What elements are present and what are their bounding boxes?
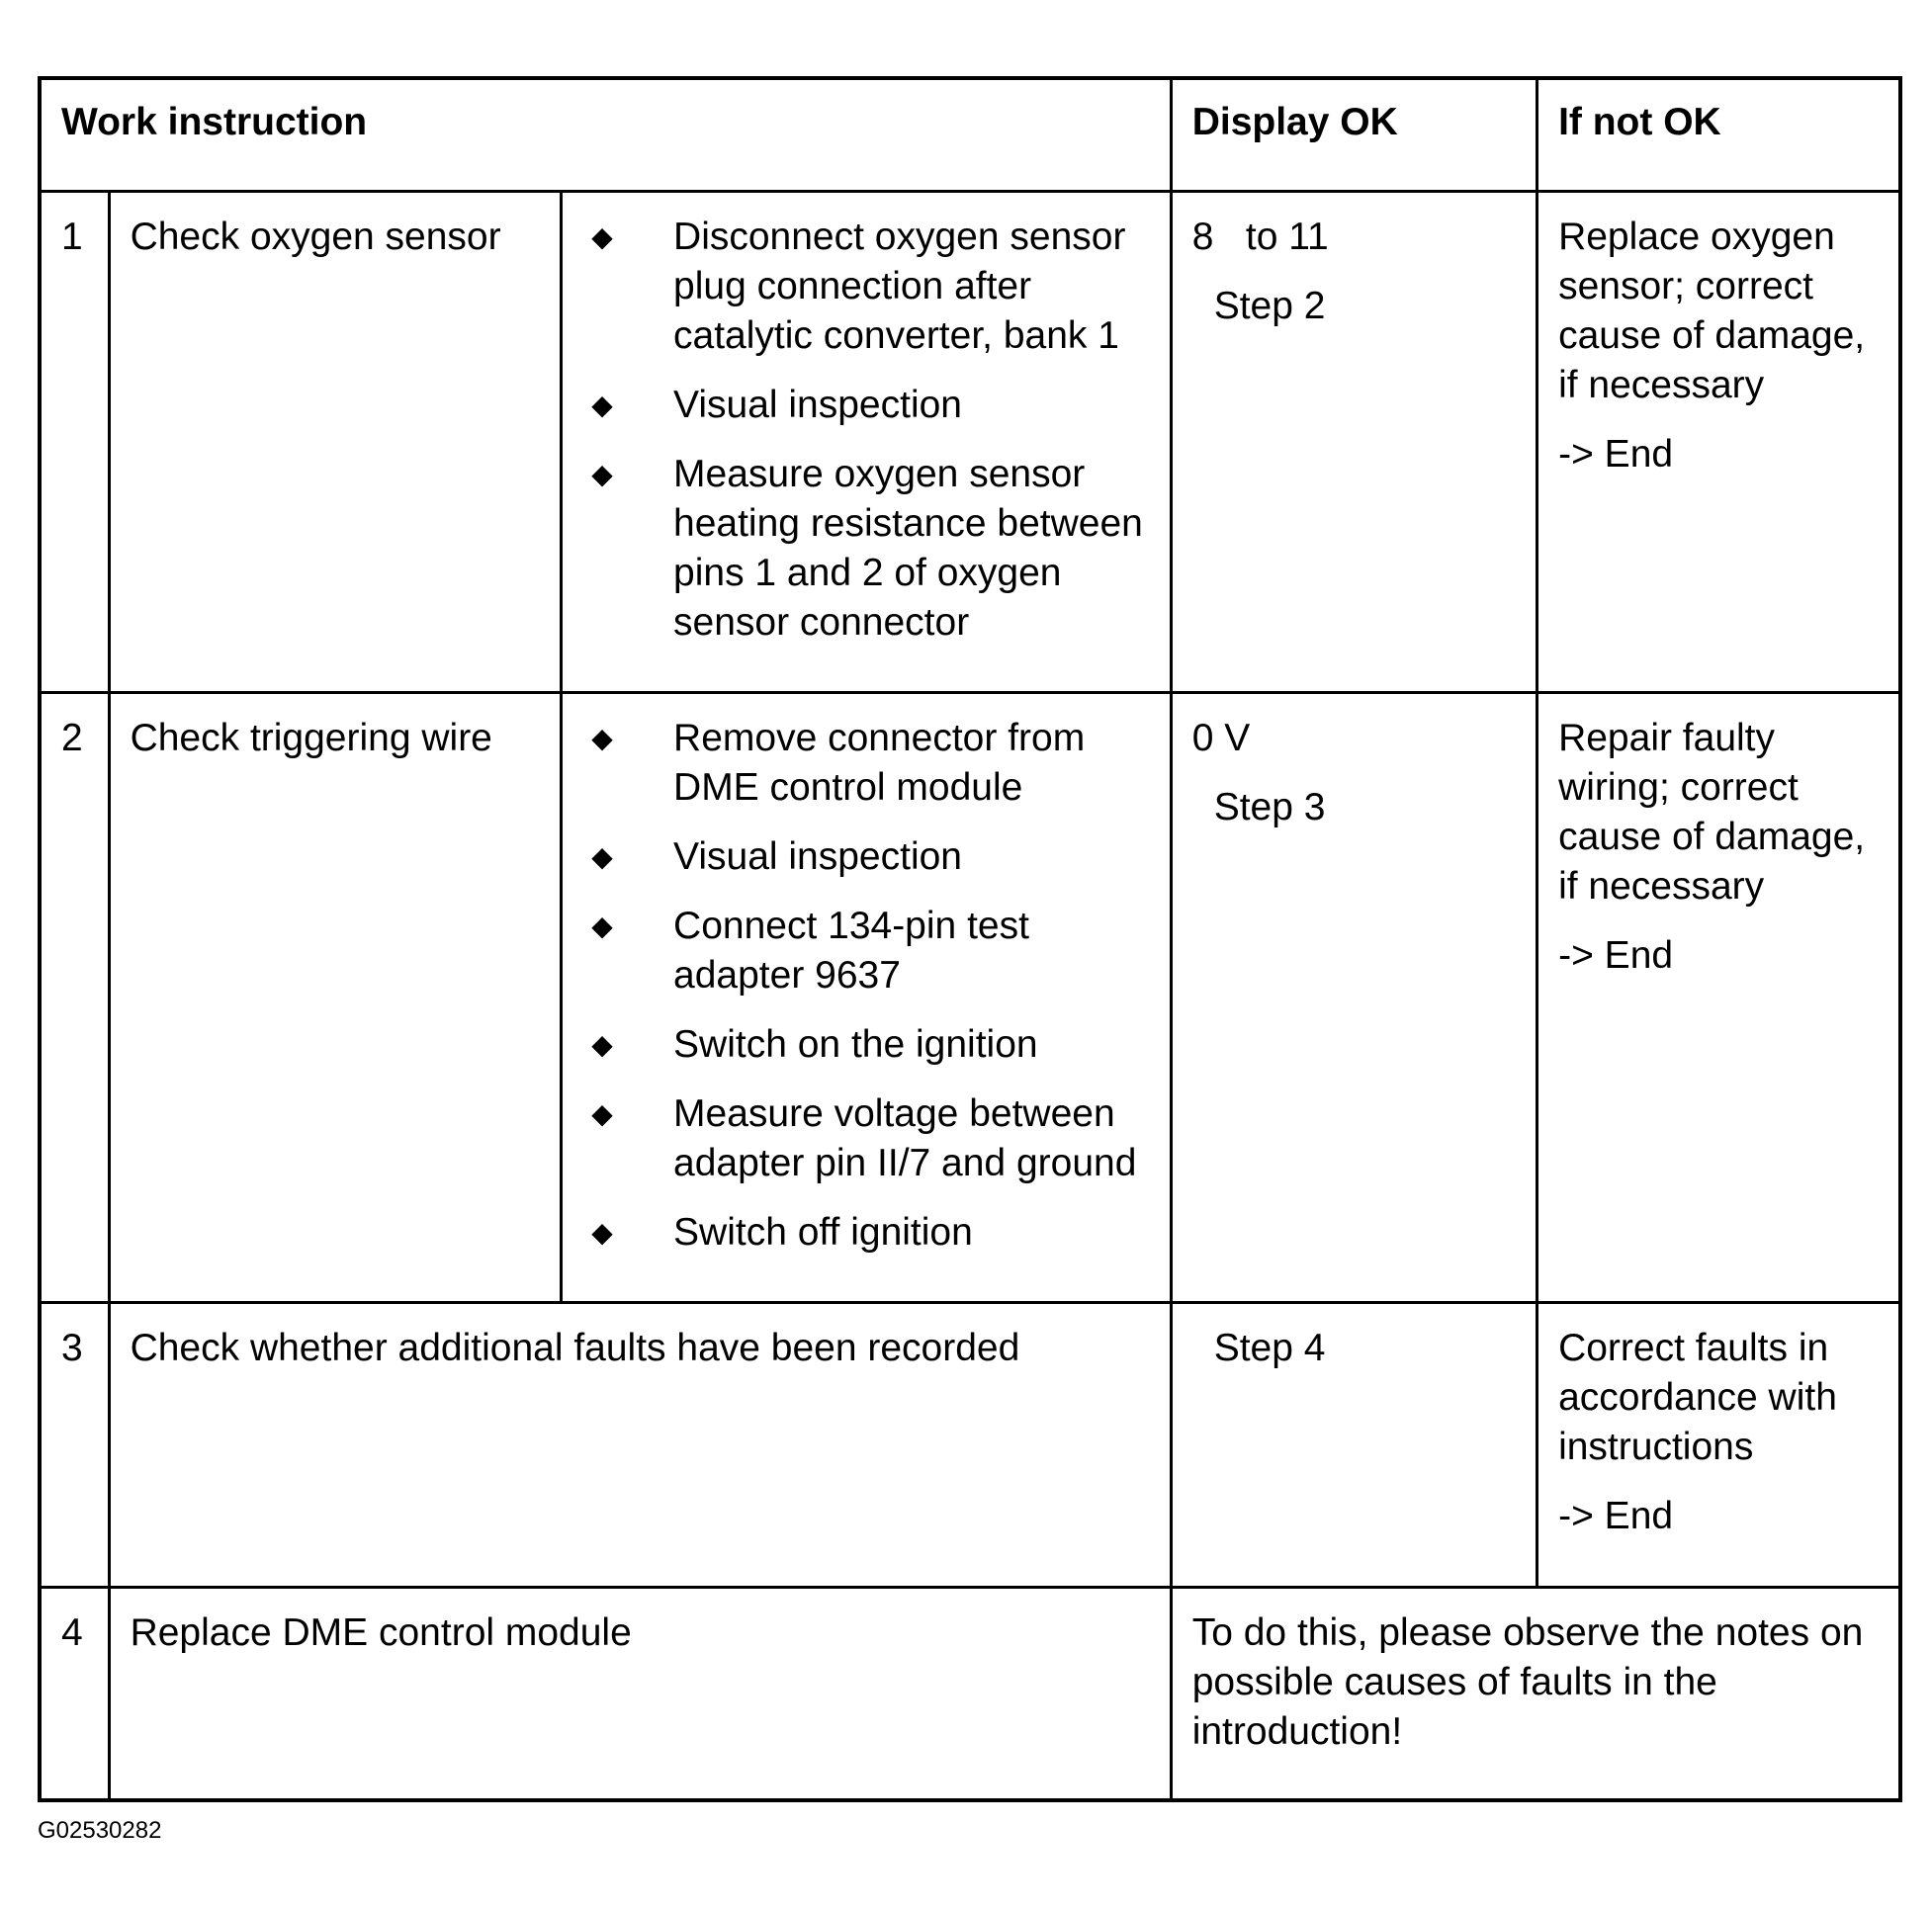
action-text: Remove connector from DME control module: [673, 717, 1086, 809]
table-row-step-3: [40, 1303, 1900, 1588]
if-not-ok-cell: [1537, 192, 1900, 693]
diamond-bullet-icon: ◆: [591, 1029, 613, 1060]
display-ok-next-step: Step 2: [1213, 285, 1326, 327]
display-ok-value: 8 to 11: [1191, 216, 1329, 258]
step-title: Check whether additional faults have been recorded: [109, 1303, 1171, 1588]
action-text: Switch off ignition: [673, 1211, 973, 1254]
display-ok-cell: [1171, 1303, 1537, 1588]
action-item: [582, 832, 1150, 882]
display-ok-next-step: Step 3: [1213, 786, 1326, 828]
step-actions: [562, 693, 1172, 1303]
if-not-ok-text: Correct faults in accordance with instructions: [1558, 1327, 1837, 1468]
step-title: Replace DME control module: [109, 1588, 1171, 1800]
step-note: To do this, please observe the notes on possible causes of faults in the introduction!: [1171, 1588, 1900, 1800]
if-not-ok-text: Repair faulty wiring; correct cause of damage, if necessary: [1558, 717, 1866, 908]
display-ok-cell: [1171, 192, 1537, 693]
step-number: 4: [40, 1588, 109, 1800]
action-item: [582, 902, 1150, 1000]
display-ok-next-step: Step 4: [1213, 1327, 1326, 1369]
action-text: Disconnect oxygen sensor plug connection after catalytic converter, bank 1: [673, 216, 1126, 357]
action-text: Visual inspection: [673, 835, 962, 878]
action-item: [582, 714, 1150, 813]
figure-id: G02530282: [38, 1817, 162, 1844]
action-item: [582, 1020, 1150, 1070]
if-not-ok-end: -> End: [1558, 934, 1674, 977]
action-item: [582, 381, 1150, 430]
step-number: 3: [40, 1303, 109, 1588]
action-item: [582, 1089, 1150, 1188]
action-text: Visual inspection: [673, 384, 962, 426]
action-item: [582, 450, 1150, 648]
table-row-step-4: [40, 1588, 1900, 1800]
step-title: Check oxygen sensor: [109, 192, 561, 693]
action-text: Switch on the ignition: [673, 1023, 1038, 1066]
action-text: Connect 134-pin test adapter 9637: [673, 905, 1029, 997]
diamond-bullet-icon: ◆: [591, 390, 613, 420]
action-text: Measure oxygen sensor heating resistance between pins 1 and 2 of oxygen sensor connector: [673, 453, 1143, 644]
if-not-ok-end: -> End: [1558, 433, 1674, 476]
diamond-bullet-icon: ◆: [591, 1217, 613, 1248]
diamond-bullet-icon: ◆: [591, 911, 613, 941]
if-not-ok-cell: [1537, 693, 1900, 1303]
step-number: 2: [40, 693, 109, 1303]
header-display-ok: Display OK: [1171, 78, 1537, 192]
if-not-ok-end: -> End: [1558, 1495, 1674, 1537]
table-row-step-2: [40, 693, 1900, 1303]
table-header-row: [40, 78, 1900, 192]
step-number: 1: [40, 192, 109, 693]
display-ok-cell: [1171, 693, 1537, 1303]
if-not-ok-text: Replace oxygen sensor; correct cause of damage, if necessary: [1558, 216, 1866, 406]
header-work-instruction: Work instruction: [40, 78, 1171, 192]
step-title: Check triggering wire: [109, 693, 561, 1303]
display-ok-value: 0 V: [1191, 717, 1251, 759]
step-actions: [562, 192, 1172, 693]
diamond-bullet-icon: ◆: [591, 1098, 613, 1129]
diamond-bullet-icon: ◆: [591, 841, 613, 872]
header-if-not-ok: If not OK: [1537, 78, 1900, 192]
diamond-bullet-icon: ◆: [591, 723, 613, 753]
diamond-bullet-icon: ◆: [591, 459, 613, 489]
table-row-step-1: [40, 192, 1900, 693]
action-item: [582, 1208, 1150, 1258]
diamond-bullet-icon: ◆: [591, 221, 613, 252]
action-item: [582, 213, 1150, 361]
if-not-ok-cell: [1537, 1303, 1900, 1588]
action-text: Measure voltage between adapter pin II/7 and ground: [673, 1092, 1137, 1184]
work-instruction-table: [38, 76, 1902, 1802]
